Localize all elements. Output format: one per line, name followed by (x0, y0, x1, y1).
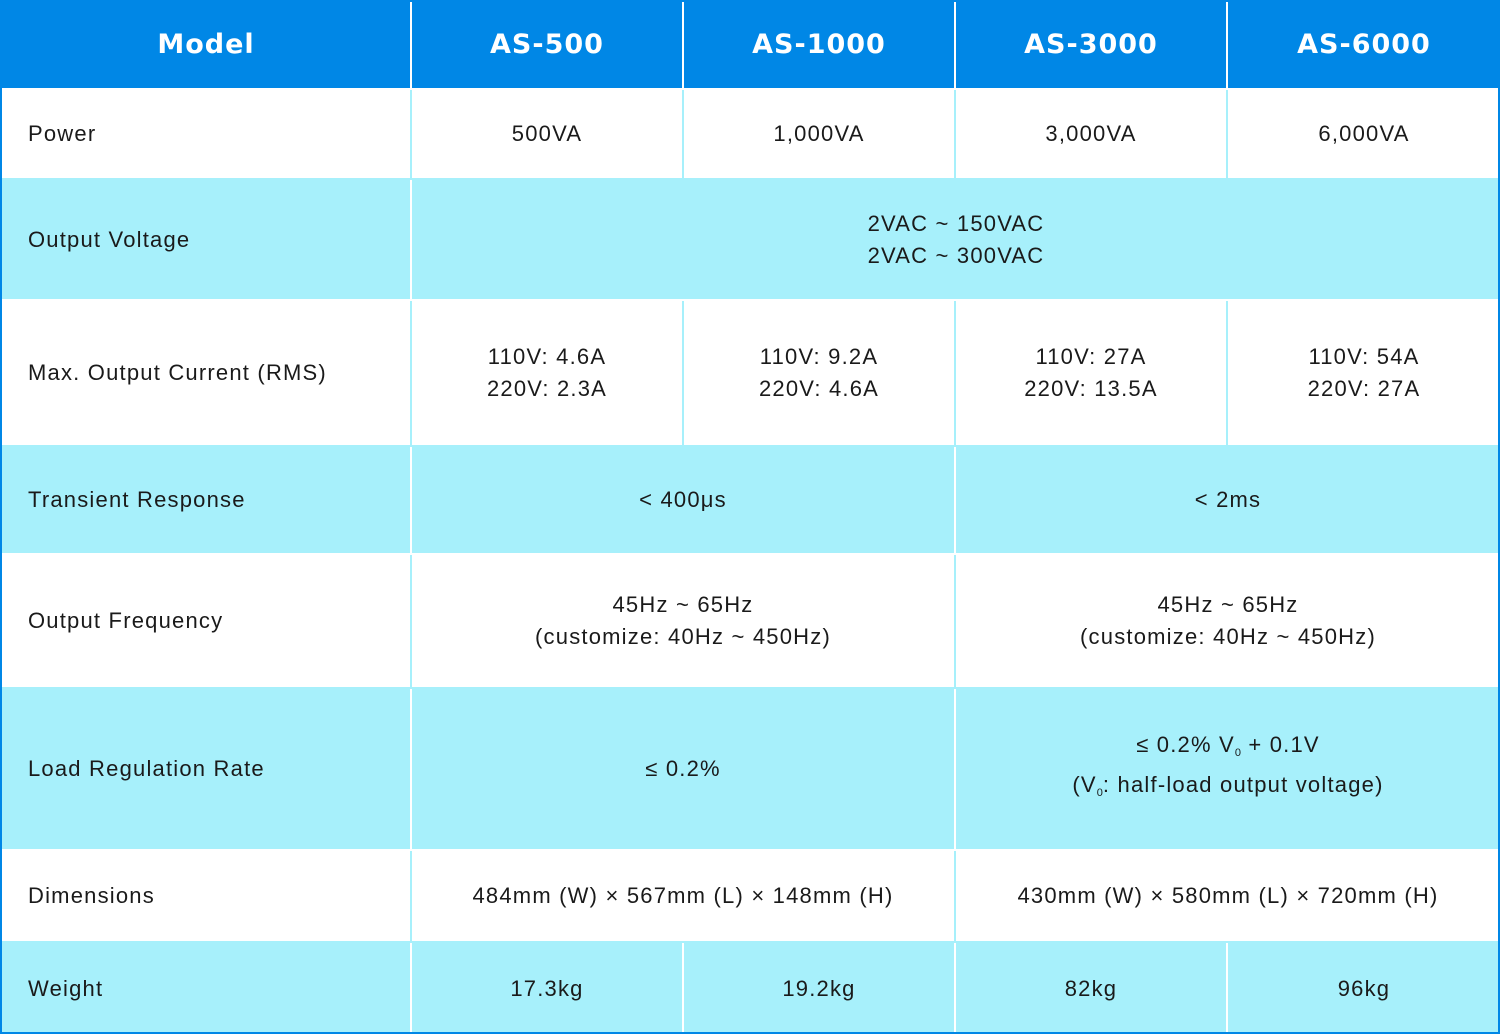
transient-as3000-as6000: < 2ms (955, 446, 1500, 554)
header-model-as6000: AS-6000 (1227, 1, 1500, 89)
row-output-frequency (1, 554, 1500, 688)
power-as6000: 6,000VA (1227, 89, 1500, 179)
power-as1000: 1,000VA (683, 89, 955, 179)
row-label-weight: Weight (1, 942, 411, 1035)
max-current-as3000-110v: 110V: 27A (1035, 344, 1147, 369)
row-transient-response (1, 446, 1500, 554)
max-current-as6000-220v: 220V: 27A (1307, 376, 1421, 401)
max-current-as3000-220v: 220V: 13.5A (1024, 376, 1158, 401)
header-row (1, 1, 1500, 89)
frequency-as3000-as6000 (955, 554, 1500, 688)
header-model-as3000: AS-3000 (955, 1, 1227, 89)
dimensions-as3000-as6000: 430mm (W) × 580mm (L) × 720mm (H) (955, 850, 1500, 942)
load-regulation-as500-as1000: ≤ 0.2% (411, 688, 955, 850)
power-as3000: 3,000VA (955, 89, 1227, 179)
weight-as500: 17.3kg (411, 942, 683, 1035)
row-output-voltage (1, 179, 1500, 300)
row-label-load-regulation-rate: Load Regulation Rate (1, 688, 411, 850)
header-model-as1000: AS-1000 (683, 1, 955, 89)
row-label-transient-response: Transient Response (1, 446, 411, 554)
load-regulation-right-line-1: ≤ 0.2% $V_0 + 0.1V$ (1136, 732, 1320, 759)
row-max-output-current (1, 300, 1500, 446)
header-model-as500: AS-500 (411, 1, 683, 89)
row-label-power: Power (1, 89, 411, 179)
row-label-max-output-current: Max. Output Current (RMS) (1, 300, 411, 446)
row-load-regulation-rate (1, 688, 1500, 850)
power-as500: 500VA (411, 89, 683, 179)
frequency-left-range: 45Hz ~ 65Hz (612, 592, 754, 617)
header-model: Model (1, 1, 411, 89)
load-regulation-right-line-2: ($V_0$: half-load output voltage) (1072, 772, 1384, 799)
row-label-output-frequency: Output Frequency (1, 554, 411, 688)
row-label-output-voltage: Output Voltage (1, 179, 411, 300)
output-voltage-line-2: 2VAC ~ 300VAC (867, 242, 1045, 268)
frequency-left-custom: (customize: 40Hz ~ 450Hz) (535, 624, 831, 649)
frequency-right-range: 45Hz ~ 65Hz (1157, 592, 1299, 617)
row-label-dimensions: Dimensions (1, 850, 411, 942)
max-current-as1000 (683, 300, 955, 446)
max-current-as1000-110v: 110V: 9.2A (759, 344, 879, 369)
max-current-as3000 (955, 300, 1227, 446)
transient-as500-as1000: < 400μs (411, 446, 955, 554)
frequency-right-custom: (customize: 40Hz ~ 450Hz) (1080, 624, 1376, 649)
load-regulation-as3000-as6000 (955, 688, 1500, 850)
row-weight (1, 942, 1500, 1035)
max-current-as6000 (1227, 300, 1500, 446)
max-current-as500-110v: 110V: 4.6A (487, 344, 607, 369)
weight-as6000: 96kg (1227, 942, 1500, 1035)
max-current-as6000-110v: 110V: 54A (1308, 344, 1420, 369)
max-current-as500-220v: 220V: 2.3A (486, 376, 608, 401)
output-voltage-line-1: 2VAC ~ 150VAC (867, 210, 1045, 236)
weight-as3000: 82kg (955, 942, 1227, 1035)
max-current-as500 (411, 300, 683, 446)
max-current-as1000-220v: 220V: 4.6A (758, 376, 880, 401)
dimensions-as500-as1000: 484mm (W) × 567mm (L) × 148mm (H) (411, 850, 955, 942)
row-power (1, 89, 1500, 179)
output-voltage-value (411, 179, 1500, 300)
weight-as1000: 19.2kg (683, 942, 955, 1035)
frequency-as500-as1000 (411, 554, 955, 688)
row-dimensions (1, 850, 1500, 942)
